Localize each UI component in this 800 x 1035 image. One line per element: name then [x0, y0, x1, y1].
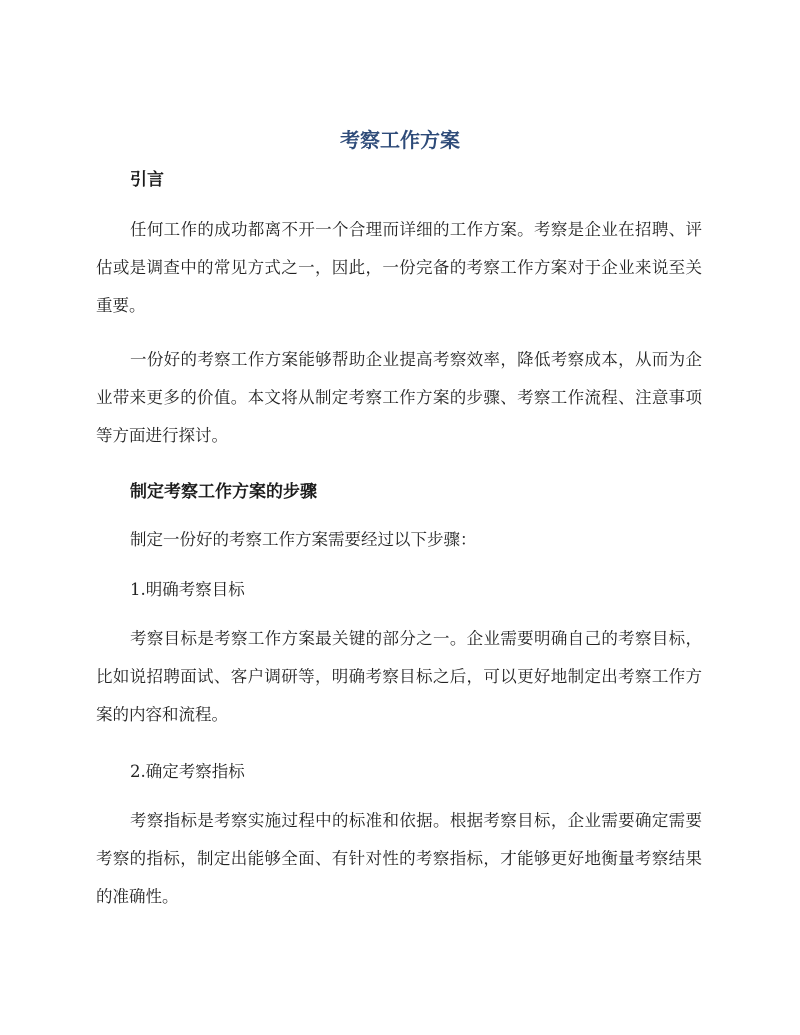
document-title: 考察工作方案 — [340, 128, 460, 152]
steps-heading: 制定考察工作方案的步骤 — [130, 482, 317, 502]
intro-paragraph-1: 任何工作的成功都离不开一个合理而详细的工作方案。考察是企业在招聘、评估或是调查中的常见方式之一，因此，一份完备的考察工作方案对于企业来说至关重要。 — [96, 220, 702, 315]
step-1-body: 考察目标是考察工作方案最关键的部分之一。企业需要明确自己的考察目标，比如说招聘面试、客户调研等，明确考察目标之后，可以更好地制定出考察工作方案的内容和流程。 — [96, 629, 702, 724]
step-1-title: 1.明确考察目标 — [130, 580, 245, 599]
steps-intro: 制定一份好的考察工作方案需要经过以下步骤： — [130, 530, 477, 549]
intro-paragraph-2: 一份好的考察工作方案能够帮助企业提高考察效率，降低考察成本，从而为企业带来更多的价值。本文将从制定考察工作方案的步骤、考察工作流程、注意事项等方面进行探讨。 — [96, 350, 702, 445]
step-2-title: 2.确定考察指标 — [130, 762, 245, 781]
step-2-body: 考察指标是考察实施过程中的标准和依据。根据考察目标，企业需要确定需要考察的指标，制定出能够全面、有针对性的考察指标，才能够更好地衡量考察结果的准确性。 — [96, 811, 702, 906]
intro-heading: 引言 — [130, 170, 164, 190]
